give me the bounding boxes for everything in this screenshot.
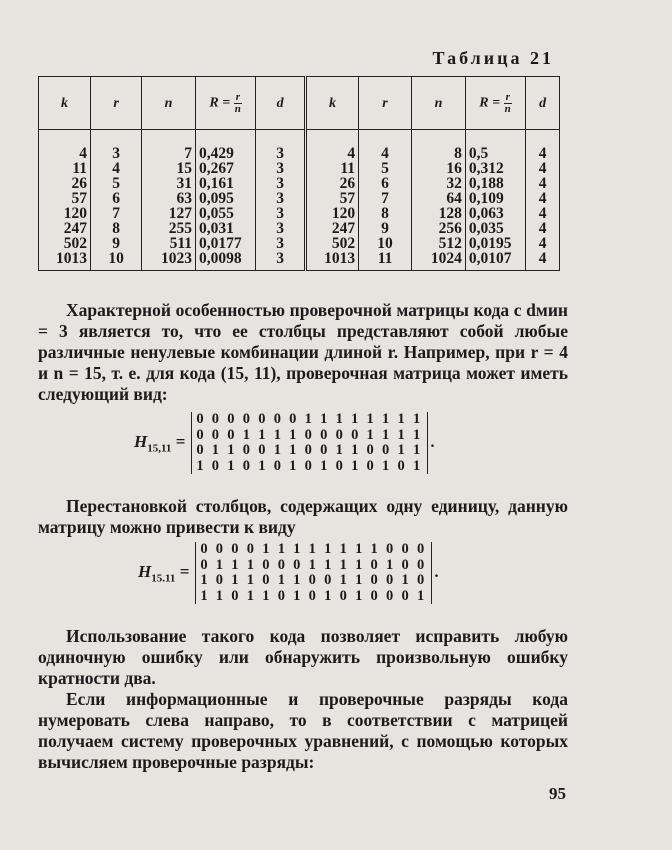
table-cell: 10 [359,236,412,251]
table-cell: 3 [256,206,306,221]
table-cell: 3 [256,251,306,271]
matrix-1-body [191,412,427,474]
table-cell: 247 [39,221,91,236]
matrix-row: 1 0 1 0 1 0 1 0 1 0 1 0 1 0 1 [196,457,423,474]
table-cell: 4 [91,161,142,176]
header-rate-2: R = $\frac{r}{n}$ [465,77,525,130]
table-cell: 128 [412,206,466,221]
table-cell: 5 [91,176,142,191]
matrix-1-label: $H_{15,11}$ = [134,431,186,455]
table-cell: 255 [142,221,196,236]
table-cell: 8 [412,130,466,162]
header-r: r [91,77,142,130]
matrix-row: 1 0 1 1 0 1 1 0 0 1 1 0 0 1 0 [200,572,427,588]
matrix-row: 0 0 0 0 0 0 0 1 1 1 1 1 1 1 1 [196,411,423,427]
table-row [39,176,560,191]
table-cell: 0,031 [196,221,256,236]
table-cell: 0,429 [196,130,256,162]
table-cell: 0,035 [465,221,525,236]
table-cell: 11 [306,161,359,176]
table-cell: 3 [256,176,306,191]
table-cell: 11 [39,161,91,176]
table-cell: 256 [412,221,466,236]
table-cell: 16 [412,161,466,176]
table-cell: 0,0107 [465,251,525,271]
matrix-row: 0 0 0 1 1 1 1 0 0 0 0 1 1 1 1 [196,426,423,443]
table-cell: 511 [142,236,196,251]
table-cell: 4 [526,130,560,162]
table-row [39,161,560,176]
paragraph-2-block [38,496,568,538]
header-n: n [142,77,196,130]
table-cell: 0,5 [465,130,525,162]
table-cell: 3 [91,130,142,162]
matrix-row: 0 1 1 1 0 0 0 1 1 1 1 0 1 0 0 [200,556,427,573]
table-cell: 3 [256,191,306,206]
table-cell: 64 [412,191,466,206]
table-cell: 7 [91,206,142,221]
table-row [39,130,560,162]
table-cell: 10 [91,251,142,271]
table-cell: 7 [142,130,196,162]
matrix-row: 0 1 1 0 0 1 1 0 0 1 1 0 0 1 1 [196,442,423,458]
paragraph-2: Перестановкой столбцов, содержащих одну единицу, данную матрицу можно привести к виду [38,496,568,537]
header-d: d [256,77,306,130]
header-rate: R = $\frac{r}{n}$ [196,77,256,130]
table-cell: 5 [359,161,412,176]
table-cell: 3 [256,221,306,236]
table-cell: 4 [306,130,359,162]
table-cell: 63 [142,191,196,206]
table-cell: 3 [256,236,306,251]
table-cell: 1023 [142,251,196,271]
page-number: 95 [549,784,566,803]
table-cell: 57 [39,191,91,206]
table-cell: 0,188 [465,176,525,191]
header-n-2: n [412,77,466,130]
table-cell: 0,312 [465,161,525,176]
paragraph-4: Если информационные и проверочные разряды кода нумеровать слева направо, то в соответствии с матрицей получаем систему проверочных уравнений, с помощью которых вычисляем проверочные разряды: [38,689,568,772]
table-cell: 0,0195 [465,236,525,251]
table-cell: 8 [359,206,412,221]
paragraph-1-block [38,300,568,405]
table-cell: 502 [39,236,91,251]
table-cell: 32 [412,176,466,191]
table-row [39,206,560,221]
table-cell: 0,0177 [196,236,256,251]
header-r-2: r [359,77,412,130]
table-cell: 502 [306,236,359,251]
table-cell: 26 [306,176,359,191]
table-cell: 120 [39,206,91,221]
matrix-2-label: $H_{15.11}$ = [138,561,190,585]
table-cell: 127 [142,206,196,221]
table-cell: 247 [306,221,359,236]
table-cell: 31 [142,176,196,191]
table-cell: 0,161 [196,176,256,191]
matrix-2-body [195,542,431,604]
paragraph-1: Характерной особенностью проверочной матрицы кода с dмин = 3 является то, что ее столбцы представляют собой любые различные ненулевые комбинации длиной r. Например, при r = 4 и n = 15, т. е. для кода (15, 11), проверочная матрица может иметь следующий вид: [38,300,568,404]
header-k: k [39,77,91,130]
table-cell: 4 [526,236,560,251]
table-row [39,236,560,251]
table-cell: 4 [526,191,560,206]
table-cell: 8 [91,221,142,236]
table-cell: 15 [142,161,196,176]
table-cell: 120 [306,206,359,221]
table-cell: 6 [359,176,412,191]
table-cell: 1013 [306,251,359,271]
table-cell: 4 [526,221,560,236]
table-cell: 0,063 [465,206,525,221]
table-cell: 0,055 [196,206,256,221]
table-cell: 57 [306,191,359,206]
table-cell: 1013 [39,251,91,271]
table-cell: 4 [526,176,560,191]
table-cell: 4 [526,251,560,271]
matrix-h-1: $H_{15,11}$ = 0 0 0 0 0 0 0 1 1 1 1 1 1 1 1 0 0 0 1 1 1 1 0 0 0 0 1 1 1 1 0 1 1 0 0 1 1 0 0 1 1 0 0 1 1 1 0 1 0 1 0 1 0 1 0 1 0 1 0 1 . [134,411,435,474]
table-header-row [39,77,560,130]
table-cell: 4 [39,130,91,162]
matrix-h-2: $H_{15.11}$ = 0 0 0 0 1 1 1 1 1 1 1 1 0 0 0 0 1 1 1 0 0 0 1 1 1 1 0 1 0 0 1 0 1 1 0 1 1 0 0 1 1 0 0 1 0 1 1 0 1 1 0 1 0 1 0 1 0 0 0 1 . [138,541,439,604]
table-cell: 0,095 [196,191,256,206]
table-row [39,221,560,236]
table-cell: 4 [359,130,412,162]
table-caption: Таблица 21 [432,48,554,68]
matrix-row: 0 0 0 0 1 1 1 1 1 1 1 1 0 0 0 [200,541,427,557]
header-d-2: d [526,77,560,130]
table-cell: 3 [256,130,306,162]
paragraph-3-block [38,626,568,689]
table-cell: 0,109 [465,191,525,206]
table-cell: 1024 [412,251,466,271]
table-cell: 7 [359,191,412,206]
table-cell: 6 [91,191,142,206]
table-cell: 9 [359,221,412,236]
table-cell: 0,0098 [196,251,256,271]
matrix-row: 1 1 0 1 1 0 1 0 1 0 1 0 0 0 1 [200,587,427,604]
table-row [39,251,560,271]
table-cell: 0,267 [196,161,256,176]
table-cell: 512 [412,236,466,251]
table-cell: 26 [39,176,91,191]
table-cell: 9 [91,236,142,251]
code-parameters-table [38,76,560,271]
table-cell: 4 [526,161,560,176]
table-cell: 4 [526,206,560,221]
table-row [39,191,560,206]
header-k-2: k [306,77,359,130]
paragraph-3: Использование такого кода позволяет исправить любую одиночную ошибку или обнаружить произвольную ошибку кратности два. [38,626,568,688]
table-cell: 11 [359,251,412,271]
paragraph-4-block [38,689,568,773]
table-cell: 3 [256,161,306,176]
